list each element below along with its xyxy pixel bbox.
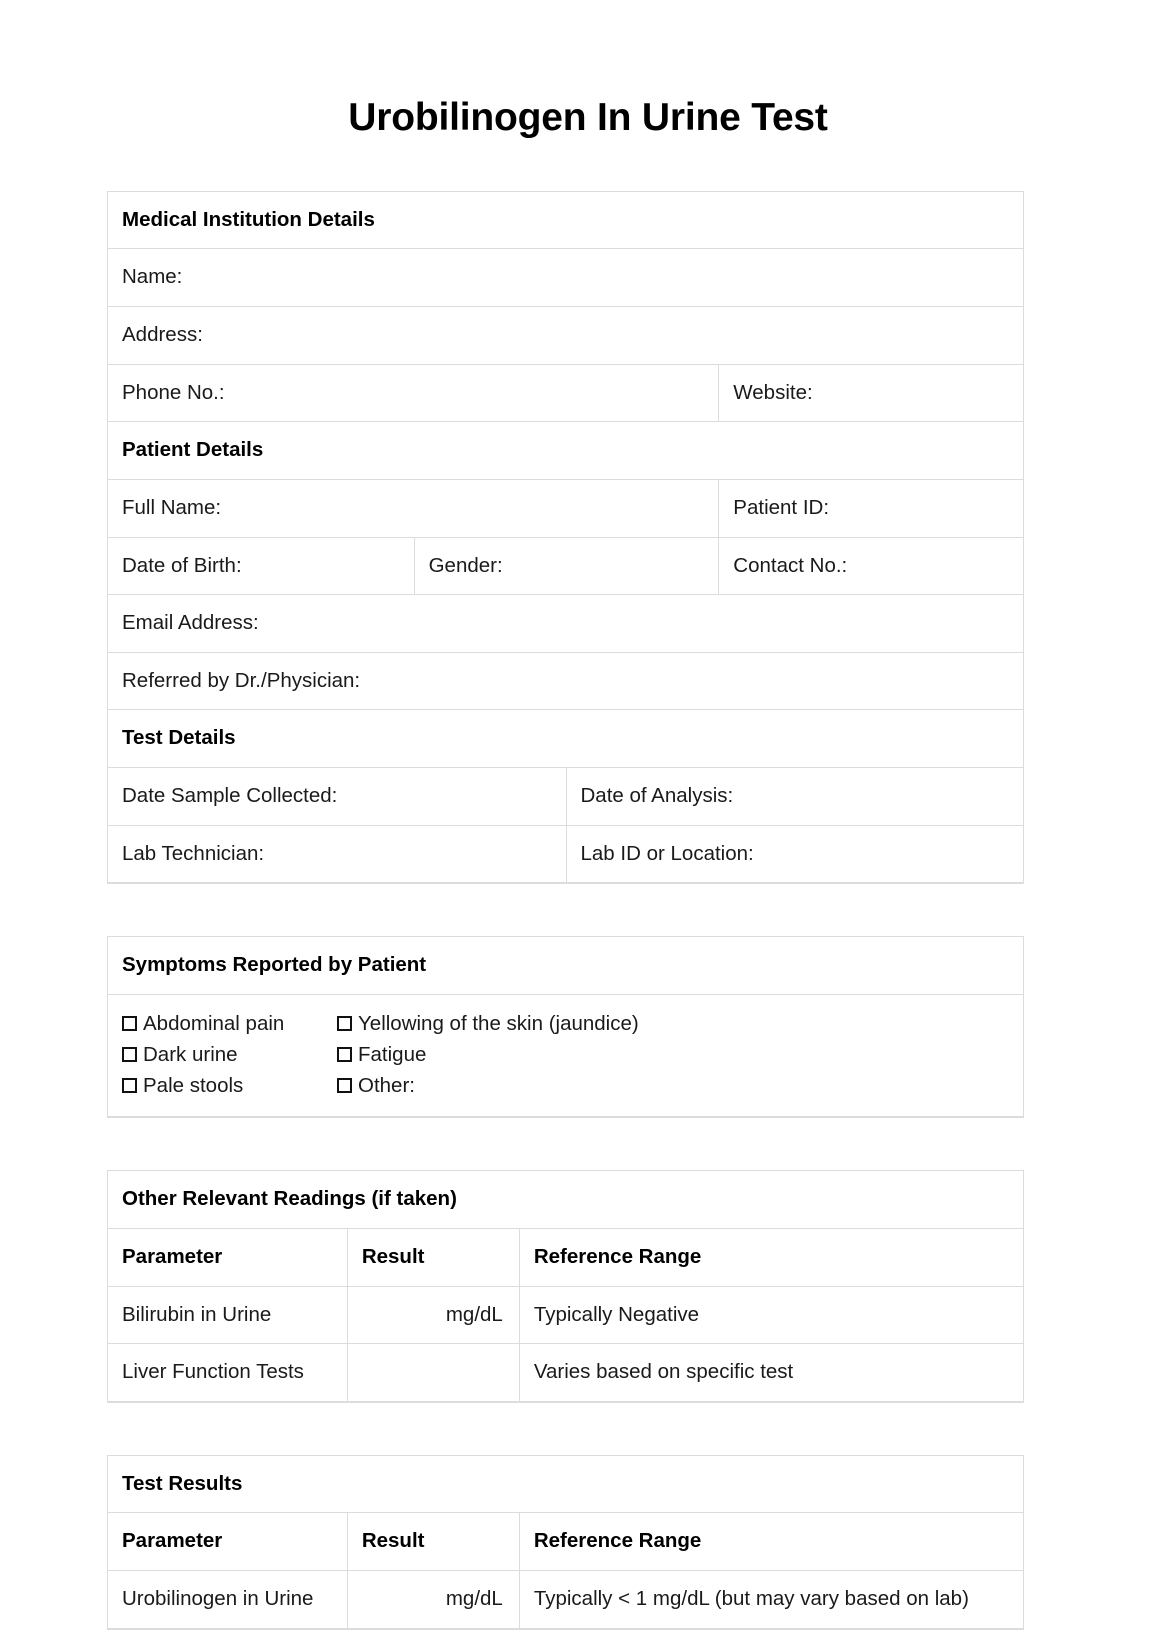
patient-name-row[interactable] [108,480,1023,538]
symptom-label: Yellowing of the skin (jaundice) [358,1011,639,1035]
column-header-result: Result [347,1513,519,1570]
test-details-heading: Test Details [122,726,236,750]
patient-id-label: Patient ID: [718,480,1023,537]
patient-gender-label: Gender: [414,538,719,595]
symptom-option-abdominal-pain[interactable] [122,1009,337,1038]
other-readings-block [107,1170,1024,1403]
symptom-label: Fatigue [358,1043,427,1067]
table-row [108,1571,1023,1629]
symptom-option-pale-stools[interactable] [122,1071,337,1100]
page-title: Urobilinogen In Urine Test [348,96,828,139]
symptoms-body [108,995,1023,1117]
spacer-symptoms [107,884,1069,936]
institution-website-label: Website: [718,365,1023,422]
spacer-other-readings [107,1118,1069,1170]
checkbox-icon[interactable] [122,1078,137,1093]
spacer-title [107,142,1069,191]
symptoms-heading: Symptoms Reported by Patient [122,953,427,977]
row-parameter: Bilirubin in Urine [122,1302,272,1326]
row-parameter: Urobilinogen in Urine [122,1587,314,1610]
column-header-parameter: Parameter [122,1244,223,1268]
test-details-heading-row [108,710,1023,768]
patient-email-label: Email Address: [122,611,259,635]
institution-heading: Medical Institution Details [122,207,375,231]
symptom-label: Dark urine [143,1043,238,1067]
patient-contact-label: Contact No.: [718,538,1023,595]
symptoms-heading-row [108,937,1023,995]
patient-heading: Patient Details [122,438,264,462]
details-block [107,191,1024,885]
institution-name-row[interactable] [108,249,1023,307]
symptoms-grid [122,1009,1009,1100]
row-result[interactable] [347,1344,519,1401]
institution-name-label: Name: [122,265,183,289]
patient-referred-row[interactable] [108,653,1023,711]
date-of-analysis-label: Date of Analysis: [566,768,1024,825]
patient-heading-row [108,422,1023,480]
institution-heading-row [108,192,1023,250]
lab-id-location-label: Lab ID or Location: [566,826,1024,883]
patient-dob-label: Date of Birth: [122,553,242,577]
table-row [108,1344,1023,1402]
symptom-label: Other: [358,1074,415,1098]
column-header-result: Result [347,1229,519,1286]
institution-contact-row[interactable] [108,365,1023,423]
other-readings-heading: Other Relevant Readings (if taken) [122,1187,457,1211]
checkbox-icon[interactable] [337,1016,352,1031]
column-header-parameter: Parameter [122,1529,223,1553]
checkbox-icon[interactable] [337,1047,352,1062]
row-parameter: Liver Function Tests [122,1360,304,1384]
symptoms-block [107,936,1024,1118]
test-results-header-row [108,1513,1023,1571]
institution-phone-label: Phone No.: [122,380,225,404]
other-readings-heading-row [108,1171,1023,1229]
symptom-option-jaundice[interactable] [337,1009,1009,1038]
row-reference-range: Typically Negative [519,1287,1023,1344]
patient-email-row[interactable] [108,595,1023,653]
institution-address-label: Address: [122,323,203,347]
patient-referred-label: Referred by Dr./Physician: [122,668,361,692]
column-header-reference-range: Reference Range [519,1513,1023,1570]
column-header-reference-range: Reference Range [519,1229,1023,1286]
symptom-label: Abdominal pain [143,1011,285,1035]
row-reference-range: Varies based on specific test [519,1344,1023,1401]
patient-dob-row[interactable] [108,538,1023,596]
symptom-label: Pale stools [143,1074,244,1098]
symptom-option-dark-urine[interactable] [122,1040,337,1069]
row-result[interactable]: mg/dL [347,1287,519,1344]
row-result[interactable]: mg/dL [347,1571,519,1628]
row-reference-range: Typically < 1 mg/dL (but may vary based on lab) [519,1571,1023,1628]
test-results-heading-row [108,1456,1023,1514]
institution-address-row[interactable] [108,307,1023,365]
date-sample-collected-label: Date Sample Collected: [122,784,338,808]
lab-technician-label: Lab Technician: [122,841,265,865]
checkbox-icon[interactable] [122,1047,137,1062]
test-dates-row[interactable] [108,768,1023,826]
test-results-block [107,1455,1024,1630]
lab-info-row[interactable] [108,826,1023,884]
checkbox-icon[interactable] [337,1078,352,1093]
patient-full-name-label: Full Name: [122,495,222,519]
table-row [108,1287,1023,1345]
other-readings-header-row [108,1229,1023,1287]
symptom-option-other[interactable] [337,1071,1009,1100]
checkbox-icon[interactable] [122,1016,137,1031]
spacer-test-results [107,1403,1069,1455]
test-results-heading: Test Results [122,1471,243,1495]
symptom-option-fatigue[interactable] [337,1040,1009,1069]
